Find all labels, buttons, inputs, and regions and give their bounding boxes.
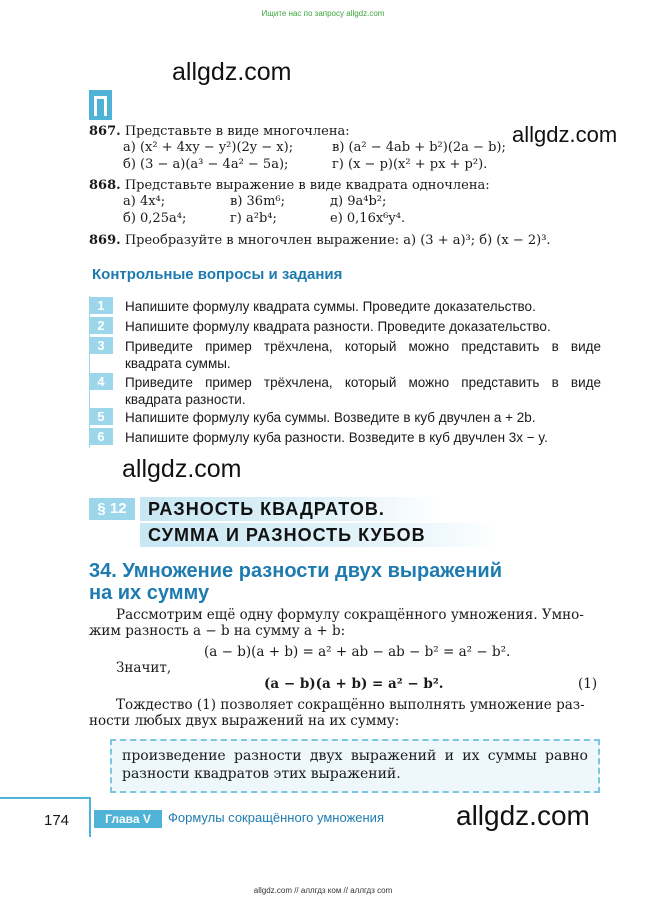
exercise-868-a: а) 4x⁴; (123, 194, 166, 209)
paragraph-heading-line1 (140, 497, 440, 521)
question-item (89, 317, 601, 335)
exercise-868-header (89, 178, 490, 194)
question-number: 6 (89, 428, 113, 445)
top-banner[interactable]: Ищите нас по запросу allgdz.com (261, 9, 385, 18)
exercise-867-g: г) (x − p)(x² + px + p²). (332, 157, 488, 172)
exercise-868-b: б) 0,25a⁴; (123, 211, 187, 226)
control-questions-title: Контрольные вопросы и задания (92, 266, 343, 283)
chapter-title: Формулы сокращённого умножения (168, 810, 384, 825)
footer-divider (0, 797, 89, 799)
watermark: allgdz.com (512, 122, 618, 147)
question-number: 5 (89, 408, 113, 425)
question-text: Приведите пример трёхчлена, который можно представить в виде квадрата суммы. (125, 339, 601, 371)
practice-icon (89, 90, 112, 120)
exercise-number: 869. (89, 233, 121, 248)
rule-box (110, 739, 600, 793)
exercise-867-v: в) (a² − 4ab + b²)(2a − b); (332, 140, 506, 155)
question-item (89, 337, 601, 371)
heading-text: РАЗНОСТЬ КВАДРАТОВ. (148, 499, 385, 519)
question-text: Напишите формулу квадрата суммы. Проведите доказательство. (125, 299, 536, 314)
question-item (89, 428, 601, 446)
paragraph-badge: § 12 (89, 498, 135, 520)
subsection-heading (89, 560, 502, 604)
question-number: 3 (89, 337, 113, 354)
question-text: Приведите пример трёхчлена, который можно представить в виде квадрата разности. (125, 375, 601, 407)
exercise-number: 868. (89, 178, 121, 193)
subsection-heading-line2: на их сумму (89, 582, 210, 604)
question-item (89, 373, 601, 407)
formula-number: (1) (578, 676, 598, 692)
znachit-text: Значит, (116, 660, 172, 676)
subsection-heading-line1: 34. Умножение разности двух выражений (89, 560, 503, 582)
exercise-868-v: в) 36m⁶; (230, 194, 285, 209)
question-item (89, 408, 601, 426)
exercise-868-g: г) a²b⁴; (230, 211, 277, 226)
exercise-867-a: а) (x² + 4xy − y²)(2y − x); (123, 140, 294, 155)
exercise-868-d: д) 9a⁴b²; (330, 194, 387, 209)
question-text: Напишите формулу квадрата разности. Проведите доказательство. (125, 319, 551, 334)
exercise-number: 867. (89, 124, 121, 139)
question-text: Напишите формулу куба разности. Возведите в куб двучлен 3x − y. (125, 430, 548, 445)
paragraph-2-line1: Тождество (1) позволяет сокращённо выполнять умножение раз- (116, 697, 585, 713)
paragraph-1-line2: жим разность a − b на сумму a + b: (89, 623, 346, 639)
question-number: 1 (89, 297, 113, 314)
exercise-868-e: е) 0,16x⁶y⁴. (330, 211, 406, 226)
exercise-867-b: б) (3 − a)(a³ − 4a² − 5a); (123, 157, 289, 172)
exercise-text: Представьте в виде многочлена: (124, 124, 350, 139)
bottom-banner[interactable]: allgdz.com // аллгдз ком // аллгдз com (253, 886, 393, 895)
exercise-869 (89, 233, 551, 249)
page-number: 174 (44, 812, 70, 829)
exercise-text: Преобразуйте в многочлен выражение: а) (3 + a)³; б) (x − 2)³. (124, 233, 551, 248)
heading-text: СУММА И РАЗНОСТЬ КУБОВ (148, 525, 426, 545)
paragraph-heading-line2 (140, 523, 500, 547)
rule-text: произведение разности двух выражений и их суммы равно разности квадратов этих выражений. (122, 748, 588, 782)
watermark: allgdz.com (172, 58, 292, 86)
formula-identity: (a − b)(a + b) = a² − b². (264, 676, 444, 692)
paragraph-1-line1: Рассмотрим ещё одну формулу сокращённого умножения. Умно- (116, 607, 584, 623)
exercise-867-header (89, 124, 350, 140)
watermark: allgdz.com (456, 800, 590, 831)
formula-expansion: (a − b)(a + b) = a² + ab − ab − b² = a² − b². (204, 644, 511, 660)
chapter-badge: Глава V (94, 810, 162, 828)
paragraph-2-line2: ности любых двух выражений на их сумму: (89, 713, 400, 729)
footer-divider-vertical (89, 797, 91, 837)
question-text: Напишите формулу куба суммы. Возведите в куб двучлен a + 2b. (125, 410, 536, 425)
exercise-text: Представьте выражение в виде квадрата одночлена: (124, 178, 490, 193)
watermark: allgdz.com (122, 455, 242, 483)
question-number: 2 (89, 317, 113, 334)
question-number: 4 (89, 373, 113, 390)
question-item (89, 297, 601, 315)
